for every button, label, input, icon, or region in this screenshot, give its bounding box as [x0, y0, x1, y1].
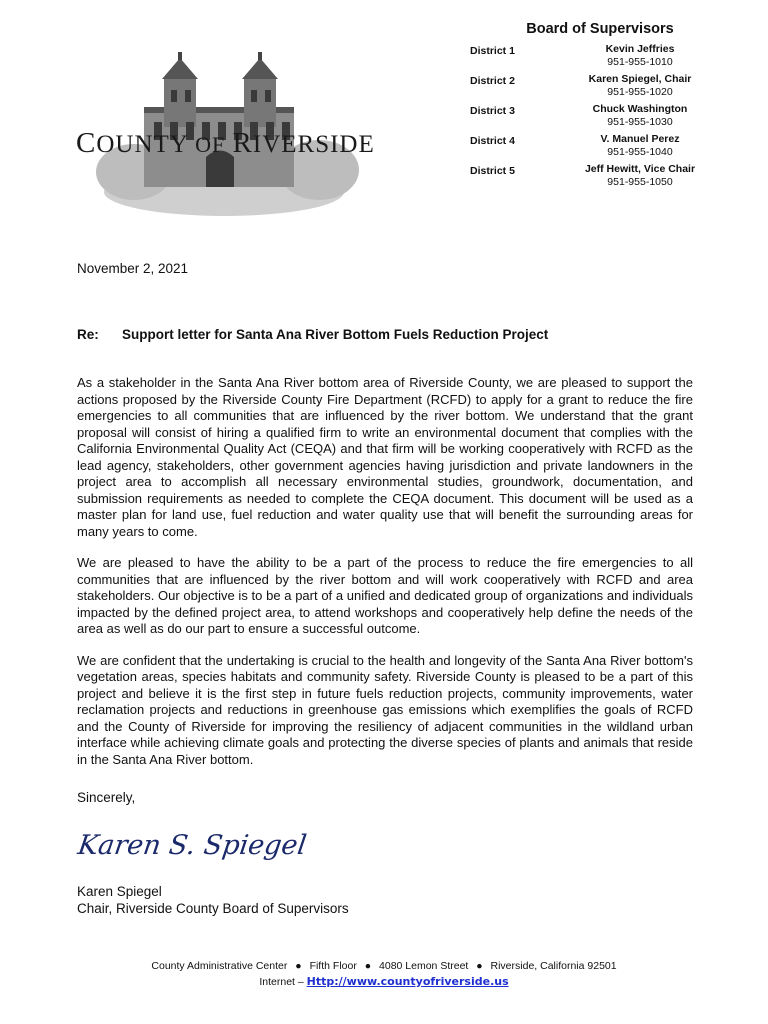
footer-address-part: County Administrative Center [151, 960, 288, 972]
subject-line [77, 327, 548, 342]
footer-address [0, 958, 768, 974]
body-paragraph: We are confident that the undertaking is crucial to the health and longevity of the Santa Ana River bottom's vegetation areas, species habitats and community safety. Riverside County is pleased to be a part of this project and believe it is the first step in future fuels reduction projects, community improvements, water reclamation projects and reductions in greenhouse gas emissions which exemplifies the goals of RCFD and the County of Riverside for improving the resiliency of adjacent communities in the wildland urban interface while achieving climate goals and protecting the diverse species of plants and animals that reside in the Santa Ana River bottom. [77, 652, 693, 767]
supervisor-phone: 951-955-1030 [607, 116, 673, 128]
closing: Sincerely, [77, 790, 136, 805]
subject-label: Re: [77, 327, 99, 342]
signer-block [77, 883, 349, 917]
district-row [470, 133, 730, 163]
handwritten-signature [75, 818, 309, 870]
website-link[interactable]: Http://www.countyofriverside.us [306, 975, 509, 988]
svg-text:Karen S. Spiegel: Karen S. Spiegel [75, 830, 309, 861]
district-row [470, 73, 730, 103]
district-label: District 1 [470, 45, 515, 57]
county-logo [74, 52, 434, 222]
supervisor-phone: 951-955-1050 [607, 176, 673, 188]
supervisor-phone: 951-955-1040 [607, 146, 673, 158]
district-row [470, 163, 730, 193]
district-label: District 4 [470, 135, 515, 147]
bullet-separator: ● [476, 960, 483, 972]
body-paragraph: We are pleased to have the ability to be a part of the process to reduce the fire emergencies to all communities that are influenced by the river bottom and will work cooperatively with RCFD and area stakeholders. Our objective is to be a part of a unified and dedicated group of organizations and individuals impacted by the defined project area, to attend workshops and cooperatively help define the needs of the area as well as do our part to ensure a successful outcome. [77, 555, 693, 636]
footer-address-part: Riverside, California 92501 [490, 960, 617, 972]
board-of-supervisors [470, 21, 730, 193]
supervisor-name: Jeff Hewitt, Vice Chair [584, 163, 696, 175]
supervisor-name: Kevin Jeffries [605, 43, 675, 55]
footer [0, 958, 768, 990]
footer-address-part: Fifth Floor [309, 960, 357, 972]
signature [75, 818, 309, 870]
svg-text:COUNTY OF RIVERSIDE: COUNTY OF RIVERSIDE [76, 127, 375, 159]
bullet-separator: ● [364, 960, 372, 972]
subject-text: Support letter for Santa Ana River Bottom Fuels Reduction Project [122, 327, 549, 342]
footer-address-part: 4080 Lemon Street [379, 960, 469, 972]
supervisor-name: Chuck Washington [592, 103, 688, 115]
signer-name: Karen Spiegel [77, 884, 162, 899]
district-label: District 5 [470, 165, 515, 177]
supervisor-phone: 951-955-1010 [607, 56, 673, 68]
footer-internet [0, 974, 768, 990]
supervisor-phone: 951-955-1020 [607, 86, 673, 98]
body-paragraph: As a stakeholder in the Santa Ana River bottom area of Riverside County, we are pleased to support the actions proposed by the Riverside County Fire Department (RCFD) to apply for a grant to reduce the fire emergencies to all communities that are influenced by the river bottom. We understand that the grant proposal will consist of hiring a qualified firm to write an environmental document that complies with the California Environmental Quality Act (CEQA) and that firm will be working cooperatively with RCFD as the lead agency, stakeholders, other government agencies having jurisdiction and private landowners in the project area to accomplish all necessary environmental studies, groundwork, documentation, and submission requirements as needed to complete the CEQA document. This document will be used as a master plan for land use, fuel reduction and water quality use that will benefit the surrounding areas for many years to come. [77, 375, 693, 539]
district-label: District 3 [470, 105, 515, 117]
letter-body [77, 375, 693, 783]
signer-title: Chair, Riverside County Board of Supervisors [77, 901, 349, 916]
internet-label: Internet – [259, 976, 304, 988]
district-row [470, 103, 730, 133]
board-title: Board of Supervisors [526, 21, 674, 37]
supervisor-name: V. Manuel Perez [600, 133, 680, 145]
letter-date: November 2, 2021 [77, 261, 189, 276]
district-label: District 2 [470, 75, 515, 87]
courthouse-illustration [74, 52, 434, 222]
bullet-separator: ● [295, 960, 302, 972]
supervisor-name: Karen Spiegel, Chair [588, 73, 692, 85]
district-row [470, 43, 730, 73]
